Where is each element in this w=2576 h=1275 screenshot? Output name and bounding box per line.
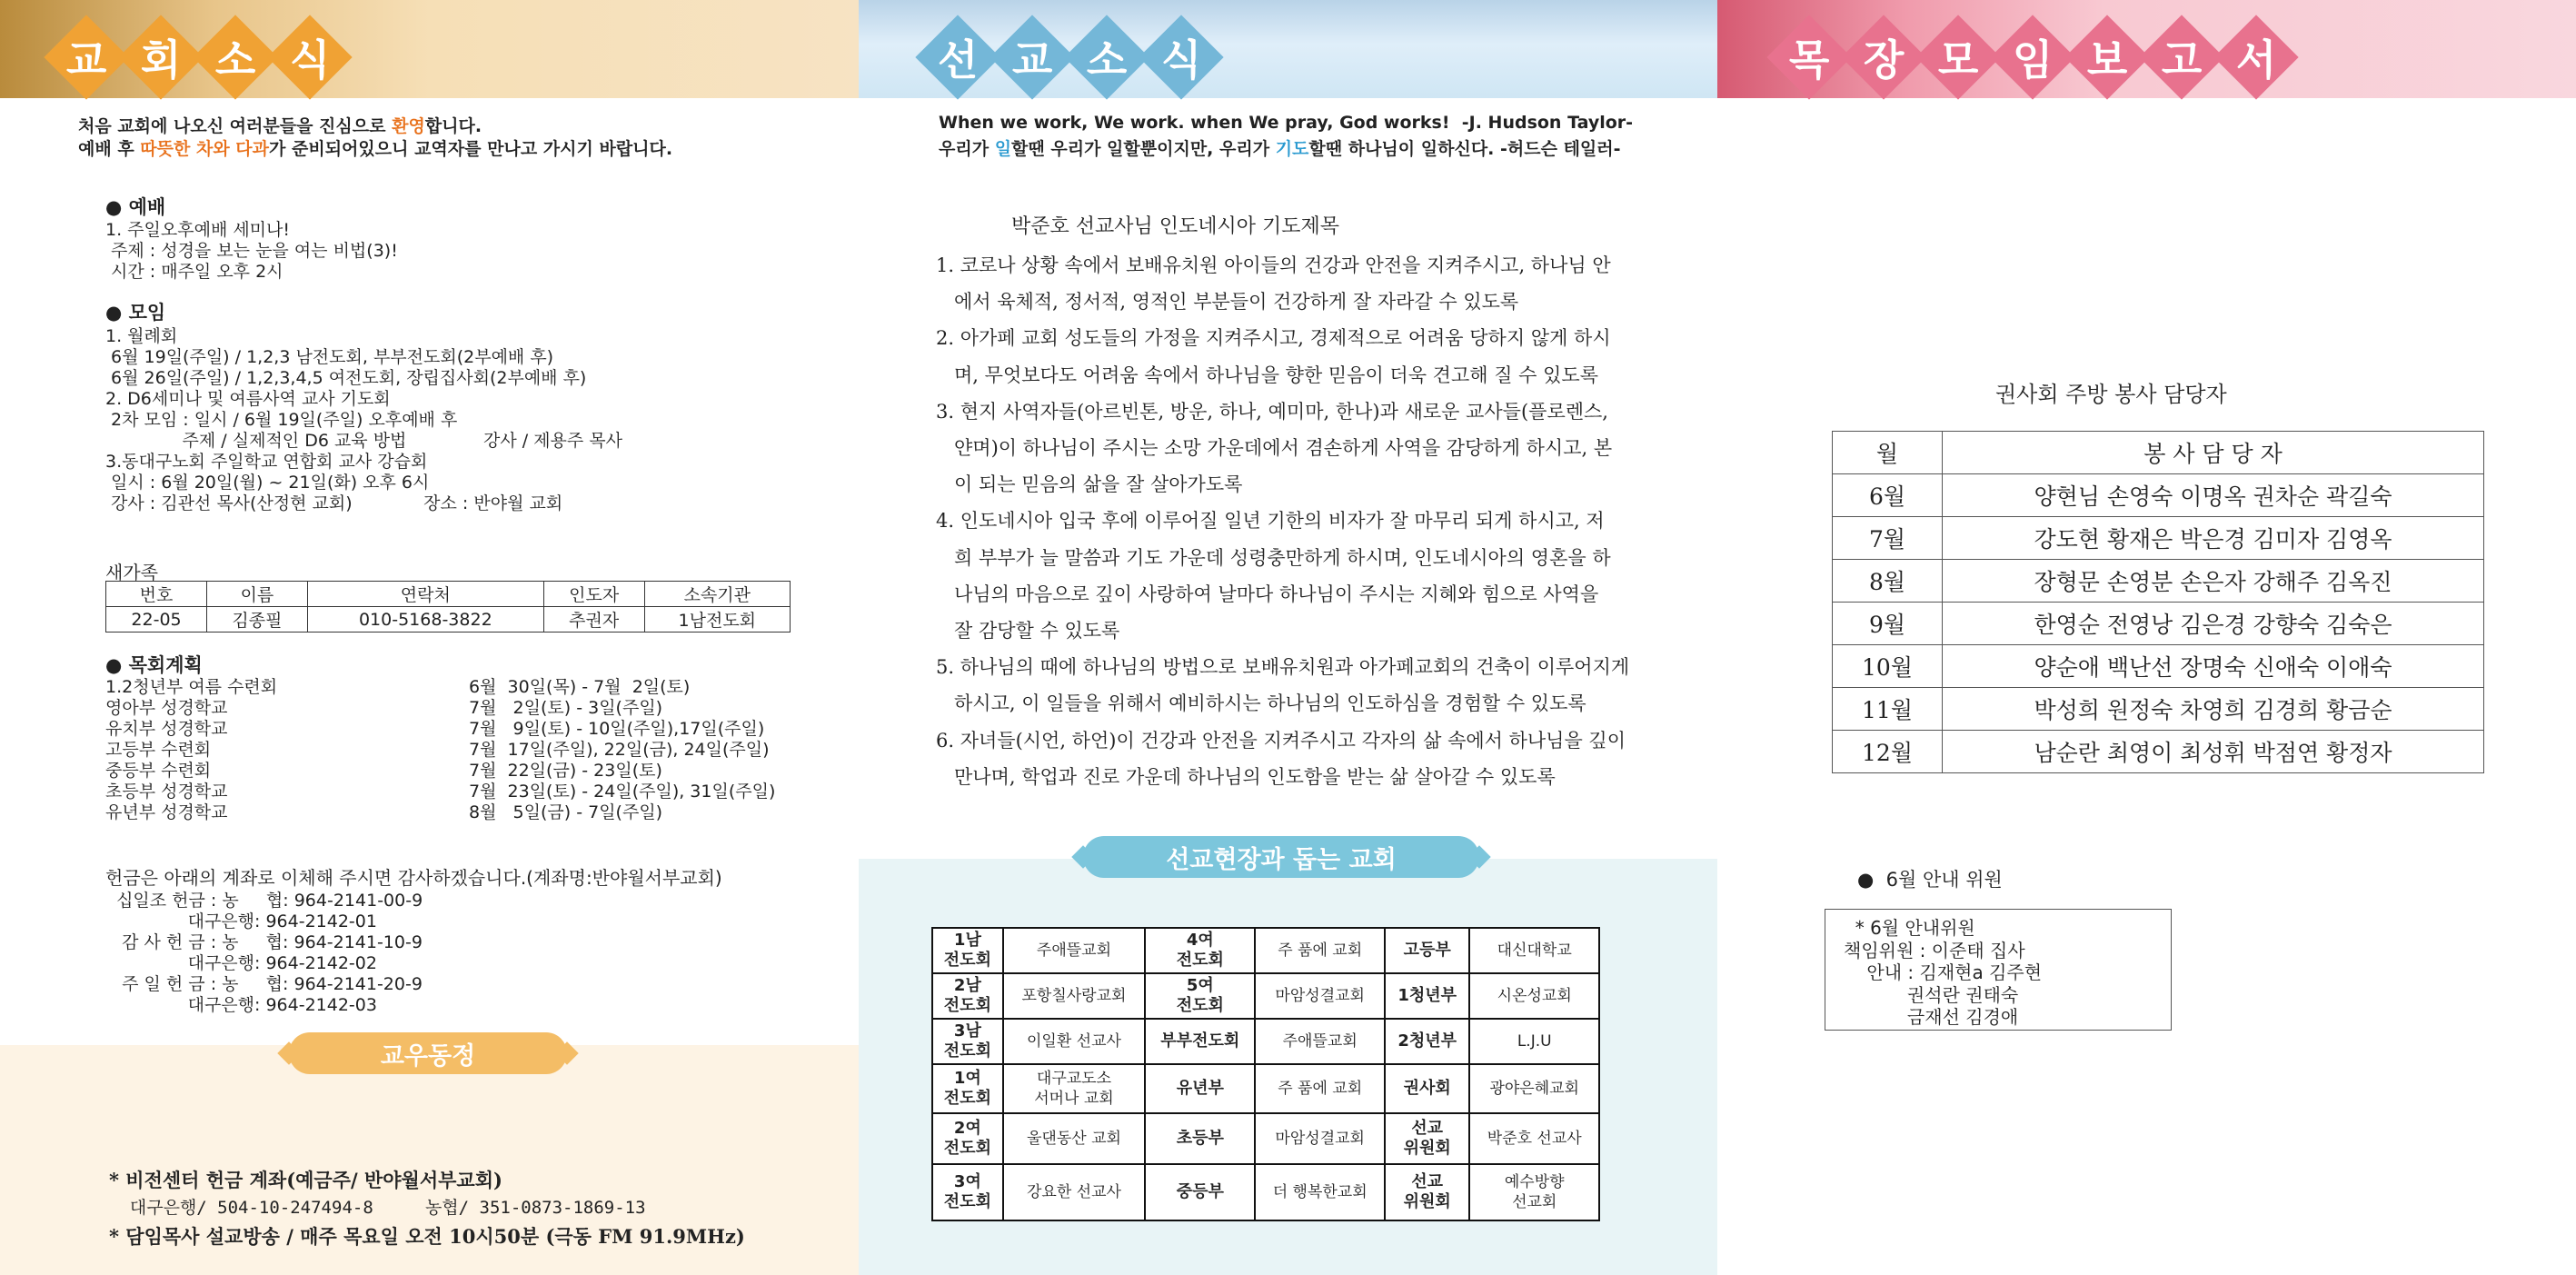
offering-heading: 헌금은 아래의 계좌로 이체해 주시면 감사하겠습니다.(계좌명:반야월서부교회) [105, 867, 722, 889]
offering-line: 주 일 헌 금 : 농 협: 964-2141-20-9 [105, 974, 423, 994]
meeting-line: 강사 : 김관선 목사(산정현 교회) 장소 : 반야월 교회 [105, 493, 563, 513]
mission-group-cell: 초등부 [1145, 1113, 1255, 1164]
mission-group-cell: 1여 전도회 [932, 1064, 1003, 1113]
mission-church-cell: 박준호 선교사 [1469, 1113, 1599, 1164]
worship-heading: ● 예배 [105, 196, 166, 218]
plan-date: 8월 5일(금) - 7일(주일) [469, 802, 663, 822]
kitchen-header-cell: 봉 사 담 당 자 [1943, 432, 2484, 474]
prayer-line: 이 되는 믿음의 삶을 잘 살아가도록 [936, 473, 1243, 496]
mission-group-cell: 선교 위원회 [1385, 1164, 1469, 1220]
kitchen-title: 권사회 주방 봉사 담당자 [1995, 382, 2227, 407]
banner-tile [267, 15, 352, 99]
kitchen-names-cell: 양순애 백난선 장명숙 신애숙 이애숙 [1943, 645, 2484, 688]
banner-char: 목 [1788, 35, 1830, 85]
plan-date: 7월 23일(토) - 24일(주일), 31일(주일) [469, 782, 776, 802]
plan-date: 7월 9일(토) - 10일(주일),17일(주일) [469, 719, 765, 739]
offering-line: 대구은행: 964-2142-02 [105, 953, 377, 973]
banner-char: 임 [2012, 35, 2054, 85]
church-news-banner [0, 0, 859, 98]
offering-line: 대구은행: 964-2142-03 [105, 995, 377, 1015]
new-family-cell: 010-5168-3822 [307, 607, 543, 633]
prayer-line: 희 부부가 늘 말씀과 기도 가운데 성령충만하게 하시며, 인도네시아의 영혼을 하 [936, 546, 1611, 569]
new-family-cell: 22-05 [106, 607, 207, 633]
banner-tile [118, 15, 203, 99]
plan-date: 7월 17일(주일), 22일(금), 24일(주일) [469, 740, 770, 760]
kitchen-month-cell: 12월 [1833, 731, 1943, 773]
prayer-line: 하시고, 이 일들을 위해서 예비하시는 하나님의 인도하심을 경험할 수 있도록 [936, 692, 1586, 715]
banner-char: 회 [140, 35, 182, 85]
prayer-line: 5. 하나님의 때에 하나님의 방법으로 보배유치원과 아가페교회의 건축이 이루어지게 [936, 656, 1630, 679]
cell-report-title [1779, 27, 2295, 87]
banner-tile [44, 15, 128, 99]
banner-char: 선 [937, 35, 979, 85]
prayer-line: 2. 아가페 교회 성도들의 가정을 지켜주시고, 경제적으로 어려움 당하지 않게 하시 [936, 327, 1611, 350]
banner-char: 교 [65, 35, 107, 85]
kitchen-row [1833, 474, 2484, 517]
offering-line: 대구은행: 964-2142-01 [105, 911, 377, 931]
plan-event: 영아부 성경학교 [105, 698, 228, 718]
mission-church-cell: L.J.U [1469, 1019, 1599, 1064]
mission-group-cell: 선교 위원회 [1385, 1113, 1469, 1164]
kitchen-month-cell: 6월 [1833, 474, 1943, 517]
mission-church-cell: 강요한 선교사 [1003, 1164, 1145, 1220]
mission-church-cell: 주애뜰교회 [1003, 928, 1145, 973]
banner-tile [2064, 15, 2149, 99]
meeting-line: 2차 모임 : 일시 / 6월 19일(주일) 오후예배 후 [105, 410, 458, 430]
mission-church-cell: 주애뜰교회 [1255, 1019, 1385, 1064]
kitchen-names-cell: 강도현 황재은 박은경 김미자 김영옥 [1943, 517, 2484, 560]
cell-report-banner [1717, 0, 2576, 98]
prayer-title: 박준호 선교사님 인도네시아 기도제목 [1011, 215, 1340, 238]
new-family-header-cell: 번호 [106, 582, 207, 607]
mission-church-cell: 포항칠사랑교회 [1003, 973, 1145, 1019]
kitchen-row [1833, 560, 2484, 603]
mission-church-cell: 예수방향 선교회 [1469, 1164, 1599, 1220]
fellowship-pill: 교우동정 [289, 1032, 567, 1074]
mission-church-cell: 이일환 선교사 [1003, 1019, 1145, 1064]
mission-group-cell: 2남 전도회 [932, 973, 1003, 1019]
plan-event: 중등부 수련회 [105, 761, 212, 781]
prayer-line: 1. 코로나 상황 속에서 보배유치원 아이들의 건강과 안전을 지켜주시고, 하나님 안 [936, 254, 1611, 276]
broadcast-line: * 담임목사 설교방송 / 매주 목요일 오전 10시50분 (극동 FM 91.9MHz) [109, 1225, 745, 1248]
new-family-header-cell: 소속기관 [644, 582, 790, 607]
banner-tile [1841, 15, 1925, 99]
mission-group-cell: 2여 전도회 [932, 1113, 1003, 1164]
mission-table [931, 927, 1600, 1221]
kitchen-row [1833, 731, 2484, 773]
mission-group-cell: 3여 전도회 [932, 1164, 1003, 1220]
meeting-line: 6월 19일(주일) / 1,2,3 남전도회, 부부전도회(2부예배 후) [105, 347, 554, 367]
plan-event: 초등부 성경학교 [105, 782, 228, 802]
mission-group-cell: 1남 전도회 [932, 928, 1003, 973]
cell-report-panel [1717, 0, 2576, 1275]
new-family-header-cell: 인도자 [543, 582, 644, 607]
new-family-header-cell: 이름 [207, 582, 308, 607]
mission-row [932, 1064, 1599, 1113]
banner-char: 식 [289, 35, 331, 85]
usher-line: 안내 : 김재현a 김주현 [1844, 961, 2043, 983]
mission-church-cell: 대신대학교 [1469, 928, 1599, 973]
banner-tile [915, 15, 1000, 99]
kitchen-month-cell: 9월 [1833, 603, 1943, 645]
mission-church-cell: 시온성교회 [1469, 973, 1599, 1019]
mission-church-cell: 울댄동산 교회 [1003, 1113, 1145, 1164]
prayer-line: 만나며, 학업과 진로 가운데 하나님의 인도함을 받는 삶 살아갈 수 있도록 [936, 765, 1556, 788]
mission-group-cell: 유년부 [1145, 1064, 1255, 1113]
usher-line: 책임위원 : 이준태 집사 [1844, 939, 2025, 961]
kitchen-row [1833, 645, 2484, 688]
mission-pill: 선교현장과 돕는 교회 [1083, 836, 1479, 878]
mission-group-cell: 1청년부 [1385, 973, 1469, 1019]
mission-group-cell: 권사회 [1385, 1064, 1469, 1113]
church-news-title [56, 27, 349, 87]
vision-center-account: 대구은행/ 504-10-247494-8 농협/ 351-0873-1869-13 [109, 1198, 646, 1218]
kitchen-table [1832, 431, 2484, 773]
plan-date: 6월 30일(목) - 7월 2일(토) [469, 677, 691, 697]
mission-church-cell: 마암성결교회 [1255, 1113, 1385, 1164]
banner-tile [1064, 15, 1149, 99]
meeting-heading: ● 모임 [105, 302, 166, 324]
kitchen-row [1833, 688, 2484, 731]
mission-church-cell: 마암성결교회 [1255, 973, 1385, 1019]
kitchen-names-cell: 양현님 손영숙 이명옥 권차순 곽길숙 [1943, 474, 2484, 517]
church-news-panel [0, 0, 859, 1275]
meeting-line: 6월 26일(주일) / 1,2,3,4,5 여전도회, 장립집사회(2부예배 후) [105, 368, 587, 388]
mission-news-title [928, 27, 1220, 87]
new-family-header-cell: 연락처 [307, 582, 543, 607]
kitchen-names-cell: 남순란 최영이 최성휘 박점연 황정자 [1943, 731, 2484, 773]
quote-korean: 우리가 일할땐 우리가 일할뿐이지만, 우리가 기도할땐 하나님이 일하신다. -허드슨 테일러- [939, 139, 1621, 159]
mission-group-cell: 4여 전도회 [1145, 928, 1255, 973]
plan-event: 고등부 수련회 [105, 740, 212, 760]
prayer-line: 얀며)이 하나님이 주시는 소망 가운데에서 겸손하게 사역을 감당하게 하시고, 본 [936, 437, 1613, 459]
welcome-line-1: 처음 교회에 나오신 여러분들을 진심으로 환영합니다. [78, 116, 482, 136]
offering-line: 십일조 헌금 : 농 협: 964-2141-00-9 [105, 891, 423, 911]
kitchen-names-cell: 박성희 원정숙 차영희 김경희 황금순 [1943, 688, 2484, 731]
mission-group-cell: 중등부 [1145, 1164, 1255, 1220]
usher-heading: ● 6월 안내 위원 [1857, 869, 2003, 891]
kitchen-header-row [1833, 432, 2484, 474]
prayer-line: 3. 현지 사역자들(아르빈톤, 방운, 하나, 예미마, 한나)과 새로운 교사들(플로렌스, [936, 400, 1608, 423]
banner-char: 모 [1937, 35, 1979, 85]
meeting-line: 주제 / 실제적인 D6 교육 방법 강사 / 제용주 목사 [105, 431, 622, 451]
banner-tile [1139, 15, 1223, 99]
new-family-cell: 추권자 [543, 607, 644, 633]
kitchen-names-cell: 장형문 손영분 손은자 강해주 김옥진 [1943, 560, 2484, 603]
usher-box [1825, 909, 2172, 1031]
worship-line: 주제 : 성경을 보는 눈을 여는 비법(3)! [105, 241, 398, 261]
mission-church-cell: 주 품에 교회 [1255, 1064, 1385, 1113]
mission-row [932, 1113, 1599, 1164]
plan-event: 유년부 성경학교 [105, 802, 228, 822]
vision-center-line: * 비전센터 헌금 계좌(예금주/ 반야월서부교회) [109, 1169, 502, 1191]
banner-char: 고 [2161, 35, 2203, 85]
banner-char: 장 [1863, 35, 1905, 85]
plan-heading: ● 목회계획 [105, 654, 203, 676]
banner-char: 소 [214, 35, 256, 85]
mission-group-cell: 부부전도회 [1145, 1019, 1255, 1064]
new-family-cell: 1남전도회 [644, 607, 790, 633]
banner-tile [1915, 15, 2000, 99]
prayer-line: 잘 감당할 수 있도록 [936, 620, 1120, 642]
banner-tile [1990, 15, 2074, 99]
welcome-line-2: 예배 후 따뜻한 차와 다과가 준비되어있으니 교역자를 만나고 가시기 바랍니다. [78, 139, 673, 159]
mission-row [932, 928, 1599, 973]
mission-row [932, 973, 1599, 1019]
kitchen-row [1833, 517, 2484, 560]
banner-char: 소 [1086, 35, 1128, 85]
new-family-cell: 김종필 [207, 607, 308, 633]
mission-group-cell: 5여 전도회 [1145, 973, 1255, 1019]
mission-church-cell: 더 행복한교회 [1255, 1164, 1385, 1220]
prayer-line: 4. 인도네시아 입국 후에 이루어질 일년 기한의 비자가 잘 마무리 되게 하시고, 저 [936, 510, 1605, 533]
new-family-table [105, 581, 791, 633]
mission-news-banner [859, 0, 1717, 98]
banner-tile [990, 15, 1074, 99]
quote-english: When we work, We work. when We pray, God works! -J. Hudson Taylor- [939, 113, 1634, 133]
banner-tile [2139, 15, 2223, 99]
mission-group-cell: 3남 전도회 [932, 1019, 1003, 1064]
kitchen-header-cell: 월 [1833, 432, 1943, 474]
meeting-line: 2. D6세미나 및 여름사역 교사 기도회 [105, 389, 391, 409]
worship-line: 1. 주일오후예배 세미나! [105, 220, 291, 240]
meeting-line: 일시 : 6월 20일(월) ~ 21일(화) 오후 6시 [105, 473, 430, 493]
prayer-line: 6. 자녀들(시언, 하언)이 건강과 안전을 지켜주시고 각자의 삶 속에서 하나님을 깊이 [936, 729, 1626, 752]
mission-row [932, 1019, 1599, 1064]
banner-tile [1766, 15, 1851, 99]
banner-tile [193, 15, 277, 99]
banner-tile [2213, 15, 2298, 99]
usher-line: 권석란 권태숙 [1844, 983, 2019, 1006]
banner-char: 보 [2086, 35, 2128, 85]
mission-news-panel [859, 0, 1717, 1275]
kitchen-month-cell: 8월 [1833, 560, 1943, 603]
worship-line: 시간 : 매주일 오후 2시 [105, 262, 283, 282]
plan-event: 1.2청년부 여름 수련회 [105, 677, 278, 697]
prayer-line: 나님의 마음으로 깊이 사랑하여 날마다 하나님이 주시는 지혜와 힘으로 사역을 [936, 583, 1599, 605]
plan-date: 7월 22일(금) - 23일(토) [469, 761, 662, 781]
usher-line: 금재선 김경애 [1844, 1006, 2019, 1028]
kitchen-month-cell: 10월 [1833, 645, 1943, 688]
kitchen-names-cell: 한영순 전영낭 김은경 강향숙 김숙은 [1943, 603, 2484, 645]
new-family-heading: 새가족 [105, 562, 158, 583]
prayer-line: 며, 무엇보다도 어려움 속에서 하나님을 향한 믿음이 더욱 견고해 질 수 있도록 [936, 364, 1598, 386]
prayer-line: 에서 육체적, 정서적, 영적인 부분들이 건강하게 잘 자라갈 수 있도록 [936, 291, 1519, 314]
banner-char: 서 [2235, 35, 2277, 85]
kitchen-month-cell: 11월 [1833, 688, 1943, 731]
mission-group-cell: 고등부 [1385, 928, 1469, 973]
kitchen-row [1833, 603, 2484, 645]
meeting-line: 3.동대구노회 주일학교 연합회 교사 강습회 [105, 452, 428, 472]
plan-event: 유치부 성경학교 [105, 719, 228, 739]
offering-line: 감 사 헌 금 : 농 협: 964-2141-10-9 [105, 932, 423, 952]
usher-line: * 6월 안내위원 [1844, 917, 1975, 939]
mission-row [932, 1164, 1599, 1220]
meeting-line: 1. 월례회 [105, 326, 178, 346]
kitchen-month-cell: 7월 [1833, 517, 1943, 560]
mission-church-cell: 대구교도소 서머나 교회 [1003, 1064, 1145, 1113]
mission-group-cell: 2청년부 [1385, 1019, 1469, 1064]
banner-char: 식 [1160, 35, 1202, 85]
plan-date: 7월 2일(토) - 3일(주일) [469, 698, 663, 718]
banner-char: 교 [1011, 35, 1053, 85]
mission-church-cell: 주 품에 교회 [1255, 928, 1385, 973]
mission-church-cell: 광야은혜교회 [1469, 1064, 1599, 1113]
